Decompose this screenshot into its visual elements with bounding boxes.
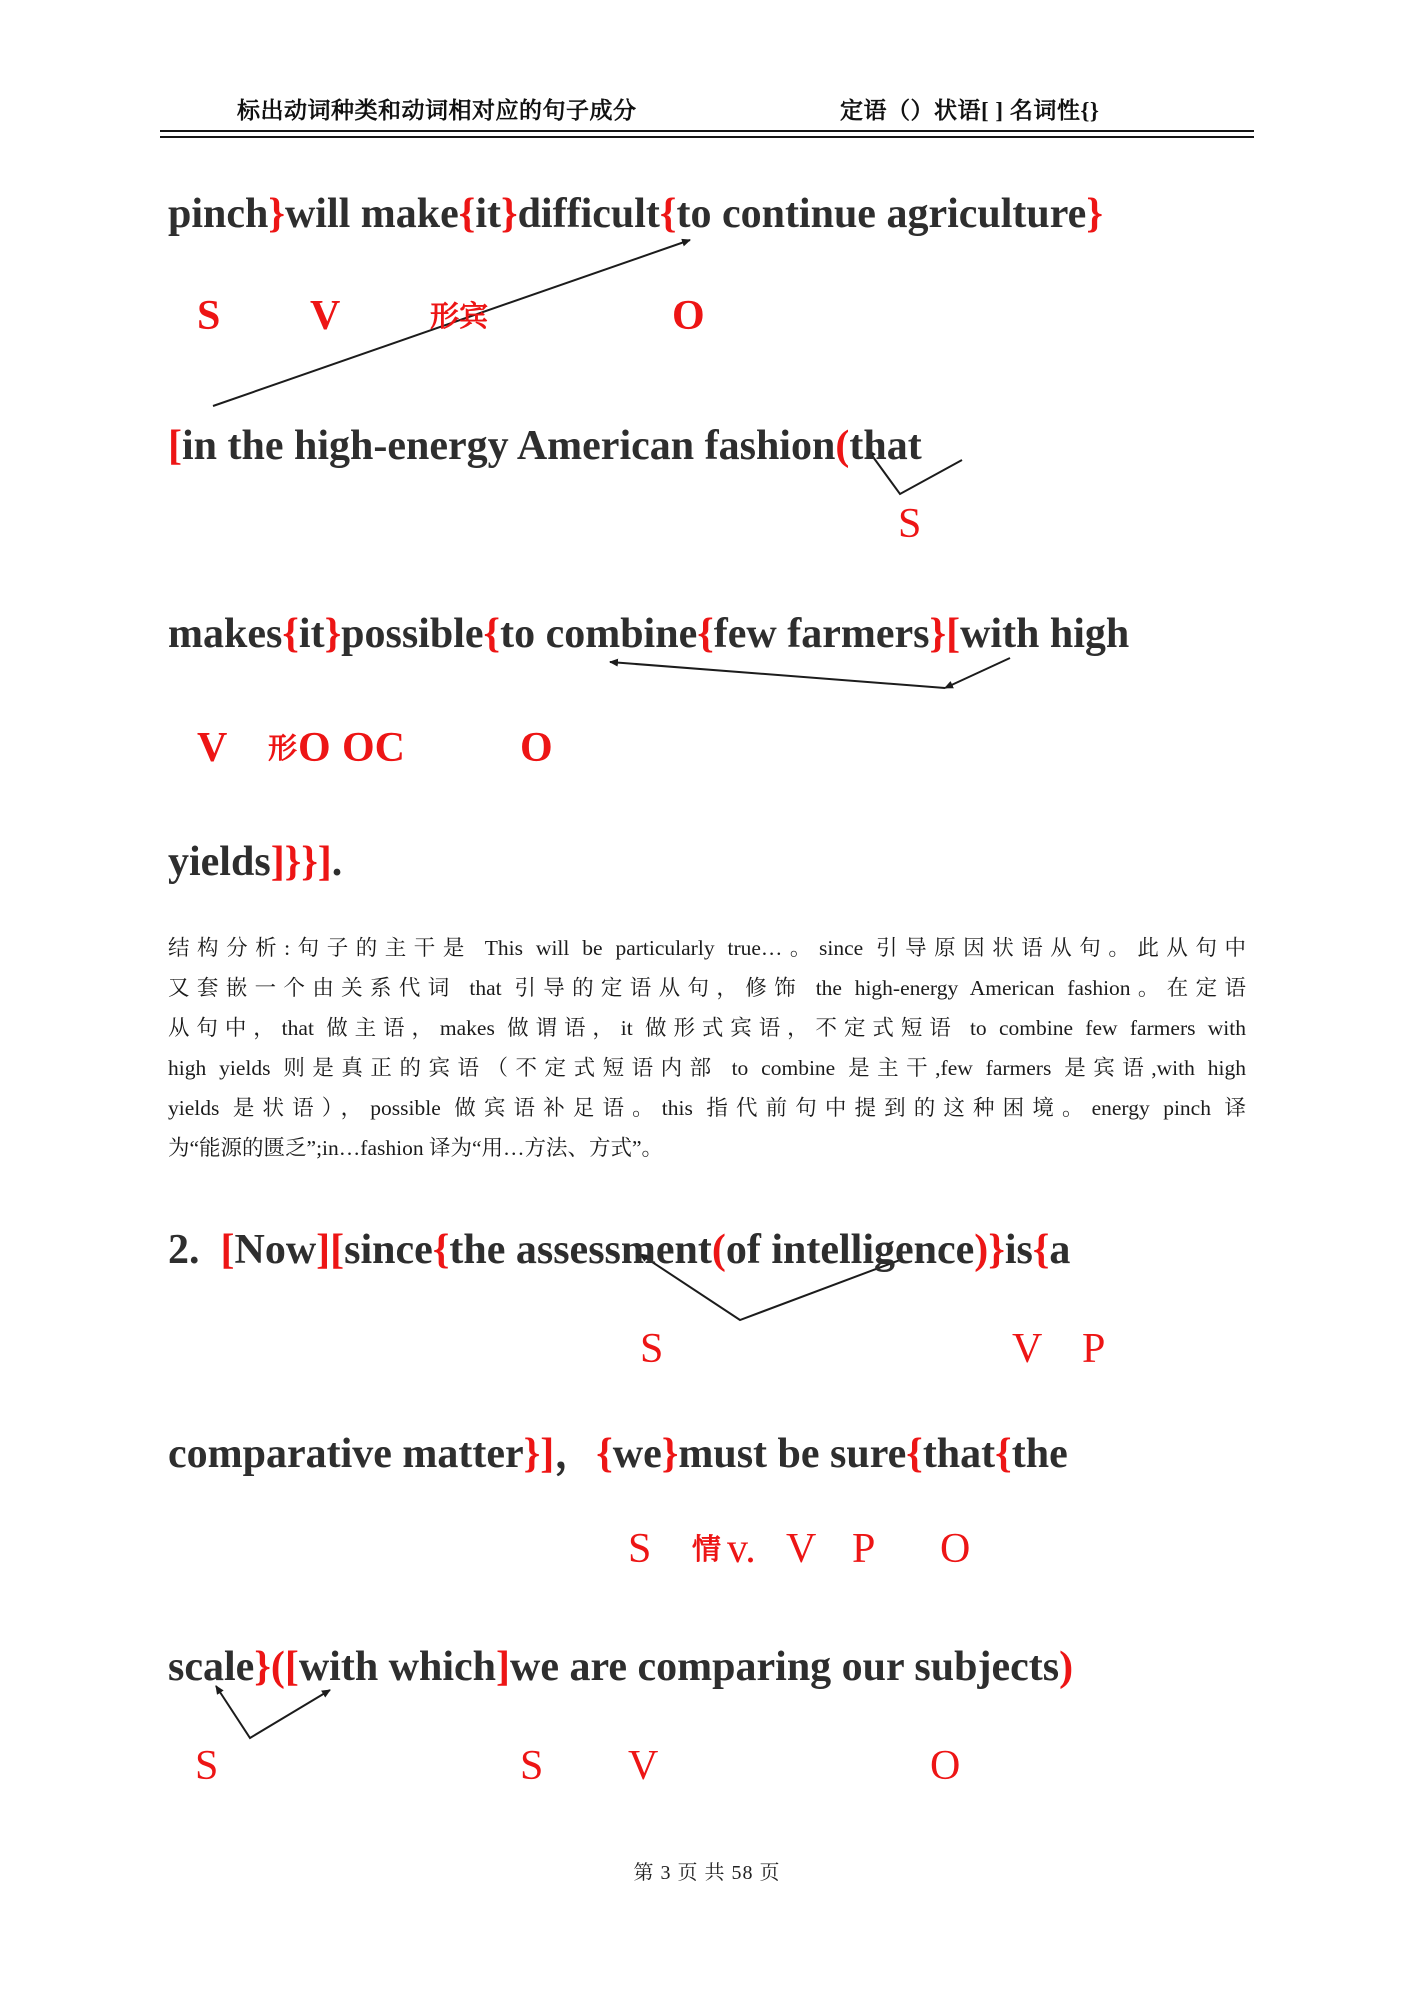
sentence-text: will make [284, 191, 459, 237]
bracket-marker: { [995, 1431, 1012, 1477]
grammar-label: O [520, 725, 553, 771]
bracket-marker: ][ [316, 1227, 345, 1273]
grammar-label: V [197, 725, 228, 771]
analysis-paragraph-line: 从句中，that 做主语，makes 做谓语，it 做形式宾语，不定式短语 to combine few farmers with [168, 1016, 1246, 1040]
annotation-arrow [610, 662, 945, 688]
sentence-text: in the high-energy American fashion [182, 423, 836, 469]
bracket-marker: { [483, 611, 501, 657]
grammar-label: S [195, 1743, 219, 1789]
sentence-line [168, 190, 1103, 238]
bracket-marker: ) [1059, 1644, 1074, 1690]
sentence-text: few farmers [713, 611, 930, 657]
sentence-line [168, 1430, 1068, 1478]
sentence-text: must be sure [678, 1431, 907, 1477]
analysis-paragraph-line: 为“能源的匮乏”;in…fashion 译为“用…方法、方式”。 [168, 1136, 664, 1160]
grammar-label: O [298, 725, 331, 771]
sentence-text: with which [298, 1644, 497, 1690]
sentence-text: the [1011, 1431, 1068, 1477]
grammar-label: OC [342, 725, 405, 771]
bracket-marker: [ [220, 1227, 235, 1273]
bracket-marker: )} [974, 1227, 1005, 1273]
bracket-marker: } [501, 191, 518, 237]
sentence-text: since [344, 1227, 433, 1273]
sentence-text: makes [168, 611, 283, 657]
grammar-label: 形宾 [430, 301, 489, 333]
sentence-line [168, 1643, 1073, 1691]
sentence-text: possible [341, 611, 484, 657]
grammar-label: V [1012, 1326, 1043, 1372]
grammar-label: 形 [268, 733, 298, 765]
sentence-text: ， [554, 1431, 597, 1477]
bracket-marker: } [1086, 191, 1103, 237]
grammar-label: v. [727, 1526, 756, 1572]
bracket-marker: { [458, 191, 476, 237]
grammar-label: P [1082, 1326, 1106, 1372]
sentence-text: it [298, 611, 325, 657]
grammar-label: O [930, 1743, 961, 1789]
header-rule [160, 130, 1254, 138]
sentence-text: with high [960, 611, 1130, 657]
grammar-label: V [628, 1743, 659, 1789]
grammar-label: V [786, 1526, 817, 1572]
footer-page-number: 第 3 页 共 58 页 [633, 1862, 781, 1884]
bracket-marker: { [432, 1227, 450, 1273]
sentence-text: comparative matter [168, 1431, 524, 1477]
sentence-text: a [1049, 1227, 1071, 1273]
bracket-marker: } [324, 611, 342, 657]
bracket-marker: [ [168, 423, 182, 469]
sentence-text: 2. [168, 1227, 221, 1273]
bracket-marker: { [659, 191, 677, 237]
sentence-text: that [849, 423, 922, 469]
bracket-marker: ]}}] [270, 839, 332, 885]
grammar-label: V [310, 293, 341, 339]
grammar-label: S [628, 1526, 652, 1572]
analysis-paragraph-line: 结构分析:句子的主干是 This will be particularly true…。since 引导原因状语从句。此从句中 [168, 936, 1246, 960]
analysis-paragraph-line: high yields 则是真正的宾语（不定式短语内部 to combine 是主干,few farmers 是宾语,with high [168, 1056, 1246, 1080]
header-right-legend: 定语（）状语[ ] 名词性{} [840, 98, 1100, 123]
bracket-marker: }([ [254, 1644, 299, 1690]
sentence-text: is [1004, 1227, 1033, 1273]
grammar-label: O [672, 293, 705, 339]
sentence-text: to combine [500, 611, 698, 657]
grammar-label: S [197, 293, 221, 339]
grammar-label: S [640, 1326, 664, 1372]
sentence-text: . [331, 839, 343, 885]
grammar-label: P [852, 1526, 876, 1572]
sentence-line [168, 422, 922, 470]
bracket-marker: [ [946, 611, 961, 657]
sentence-line [168, 1226, 1070, 1274]
sentence-text: scale [168, 1644, 255, 1690]
bracket-marker: ( [711, 1227, 726, 1273]
sentence-text: pinch [168, 191, 269, 237]
bracket-marker: { [596, 1431, 613, 1477]
bracket-marker: { [697, 611, 714, 657]
bracket-marker: { [1032, 1227, 1050, 1273]
grammar-label: O [940, 1526, 971, 1572]
header-left-title: 标出动词种类和动词相对应的句子成分 [237, 98, 637, 123]
bracket-marker: }] [523, 1431, 555, 1477]
sentence-text: to continue agriculture [676, 191, 1087, 237]
grammar-label: S [898, 501, 922, 547]
bracket-marker: { [906, 1431, 923, 1477]
sentence-text: we are comparing our subjects [510, 1644, 1060, 1690]
grammar-label: 情 [692, 1534, 722, 1566]
bracket-marker: ( [835, 423, 850, 469]
sentence-text: yields [168, 839, 271, 885]
bracket-marker: { [282, 611, 299, 657]
sentence-text: that [922, 1431, 996, 1477]
analysis-paragraph [168, 928, 1246, 1168]
bracket-marker: } [929, 611, 947, 657]
analysis-paragraph-line: yields 是状语），possible 做宾语补足语。this 指代前句中提到的这种困境。energy pinch 译 [168, 1096, 1246, 1120]
analysis-paragraph-line: 又套嵌一个由关系代词 that 引导的定语从句，修饰 the high-energy American fashion。在定语 [168, 976, 1246, 1000]
annotation-arrow [216, 1686, 330, 1738]
sentence-text: we [612, 1431, 662, 1477]
sentence-text: of intelligence [725, 1227, 975, 1273]
grammar-label: S [520, 1743, 544, 1789]
sentence-text: the assessment [449, 1227, 712, 1273]
bracket-marker: ] [496, 1644, 511, 1690]
sentence-line [168, 610, 1129, 658]
sentence-text: it [475, 191, 501, 237]
bracket-marker: } [661, 1431, 679, 1477]
bracket-marker: } [268, 191, 285, 237]
annotation-arrow [945, 658, 1010, 688]
sentence-line [168, 838, 342, 886]
sentence-text: Now [234, 1227, 317, 1273]
sentence-text: difficult [517, 191, 660, 237]
